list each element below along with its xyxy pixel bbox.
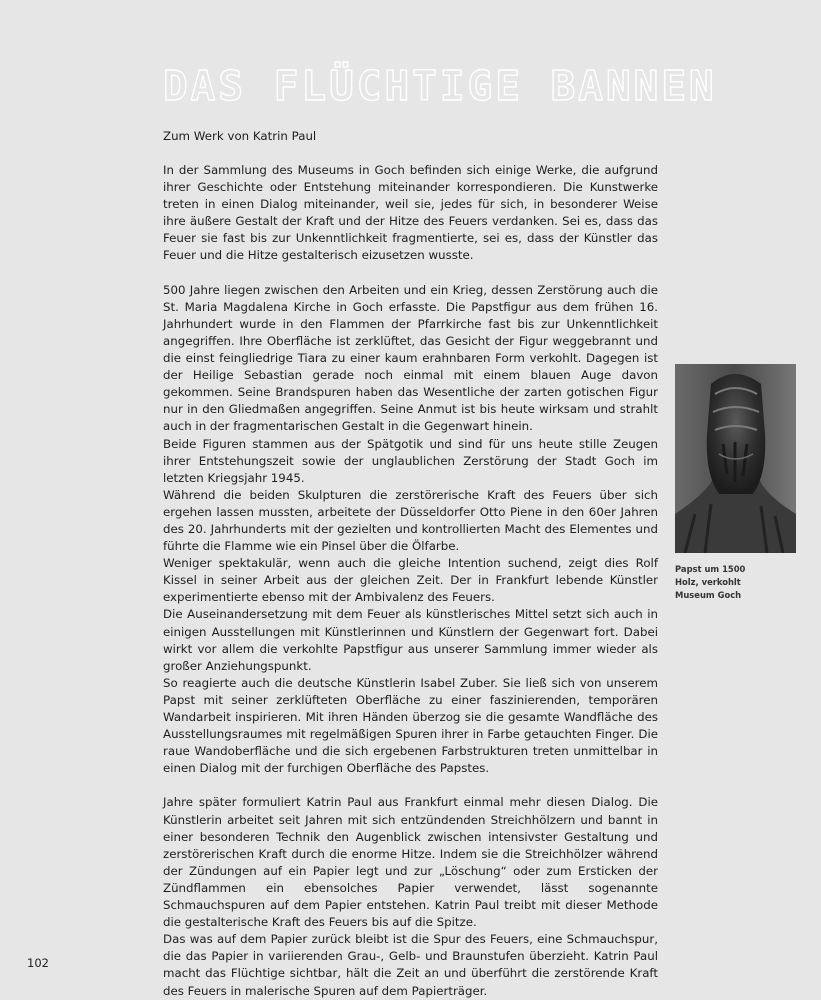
article-body (163, 162, 658, 1000)
paragraph: Jahre später formuliert Katrin Paul aus Frankfurt einmal mehr diesen Dialog. Die Künstlerin arbeitet seit Jahren mit sich entzündenden Streichhölzern und bannt in einer besonderen Technik den Augenblick zwischen intensivster Gestaltung und zerstörerischen Kraft durch die enorme Hitze. Indem sie die Streichhölzer während der Zündungen auf ein Papier legt und zur „Löschung“ oder zum Ersticken der Zündflammen ein ebensolches Papier verwendet, lässt sogenannte Schmauchspuren auf dem Papier entstehen. Katrin Paul treibt mit dieser Methode die gestalterische Kraft des Feuers bis auf die Spitze. (163, 795, 658, 930)
caption-line: Papst um 1500 (675, 564, 746, 574)
paragraph: Die Auseinandersetzung mit dem Feuer als künstlerisches Mittel setzt sich auch in einigen Ausstellungen mit Künstlerinnen und Künstlern der Gegenwart fort. Dabei wirkt vor allem die verkohlte Papstfigur aus unserer Sammlung immer wieder als großer Anziehungspunkt. (163, 607, 658, 673)
paragraph: In der Sammlung des Museums in Goch befinden sich einige Werke, die aufgrund ihrer Geschichte oder Entstehung miteinander korrespondieren. Die Kunstwerke treten in einen Dialog miteinander, weil sie, jedes für sich, in besonderer Weise ihre äußere Gestalt der Kraft und der Hitze des Feuers verdanken. Sei es, dass das Feuer sie fast bis zur Unkenntlichkeit fragmentierte, sei es, dass der Künstler das Feuer und die Hitze gestalterisch eizusetzen wusste. (163, 163, 658, 263)
article-subtitle: Zum Werk von Katrin Paul (163, 129, 317, 143)
caption-line: Museum Goch (675, 590, 742, 600)
caption-line: Holz, verkohlt (675, 577, 741, 587)
paragraph: Weniger spektakulär, wenn auch die gleiche Intention suchend, zeigt dies Rolf Kissel in seiner Arbeit aus der gleichen Zeit. Der in Frankfurt lebende Künstler experimentierte ebenso mit der Ambivalenz des Feuers. (163, 556, 658, 605)
paragraph: 500 Jahre liegen zwischen den Arbeiten und ein Krieg, dessen Zerstörung auch die St. Maria Magdalena Kirche in Goch erfasste. Die Papstfigur aus dem frühen 16. Jahrhundert wurde in den Flammen der Pfarrkirche fast bis zur Unkenntlichkeit angegriffen. Ihre Oberfläche ist zerklüftet, das Gesicht der Figur weggebrannt und die einst feingliedrige Tiara zu einer kaum erahnbaren Form verkohlt. Dagegen ist der Heilige Sebastian gerade noch einmal mit einem blauen Auge davon gekommen. Seine Brandspuren haben das Wesentliche der zarten gotischen Figur nur in den Gliedmaßen angegriffen. Seine Anmut ist bis heute wirksam und strahlt auch in der fragmentarischen Gestalt in die Gegenwart hinein. (163, 282, 658, 434)
paragraph: Das was auf dem Papier zurück bleibt ist die Spur des Feuers, eine Schmauchspur, die das Papier in variierenden Grau-, Gelb- und Braunstufen überzieht. Katrin Paul macht das Flüchtige sichtbar, hält die Zeit an und überführt die zerstörende Kraft des Feuers in malerische Spuren auf dem Papierträger. (163, 932, 658, 998)
pope-sculpture-photo (675, 364, 796, 553)
paragraph: So reagierte auch die deutsche Künstlerin Isabel Zuber. Sie ließ sich von unserem Papst mit seiner zerklüfteten Oberfläche zu einer faszinierenden, temporären Wandarbeit inspirieren. Mit ihren Händen überzog sie die gesamte Wandfläche des Ausstellungsraumes mit regelmäßigen Spuren ihrer in Farbe getauchten Finger. Die raue Wandoberfläche und die sich ergebenen Farbstrukturen treten unmittelbar in einen Dialog mit der furchigen Oberfläche des Papstes. (163, 675, 658, 776)
paragraph: Während die beiden Skulpturen die zerstörerische Kraft des Feuers über sich ergehen lassen mussten, arbeitete der Düsseldorfer Otto Piene in den 60er Jahren des 20. Jahrhunderts mit der gezielten und kontrollierten Macht des Elementes und führte die Flamme wie ein Pinsel über die Ölfarbe. (163, 487, 658, 554)
page-title: DAS FLÜCHTIGE BANNEN (163, 62, 717, 110)
paragraph-gap (163, 265, 658, 282)
page-number: 102 (27, 956, 49, 970)
paragraph: Beide Figuren stammen aus der Spätgotik und sind für uns heute stille Zeugen ihrer Entstehungszeit sowie der unglaublichen Zerstörung der Stadt Goch im letzten Kriegsjahr 1945. (163, 436, 658, 485)
figure-caption (675, 563, 745, 602)
paragraph-gap (163, 777, 658, 794)
